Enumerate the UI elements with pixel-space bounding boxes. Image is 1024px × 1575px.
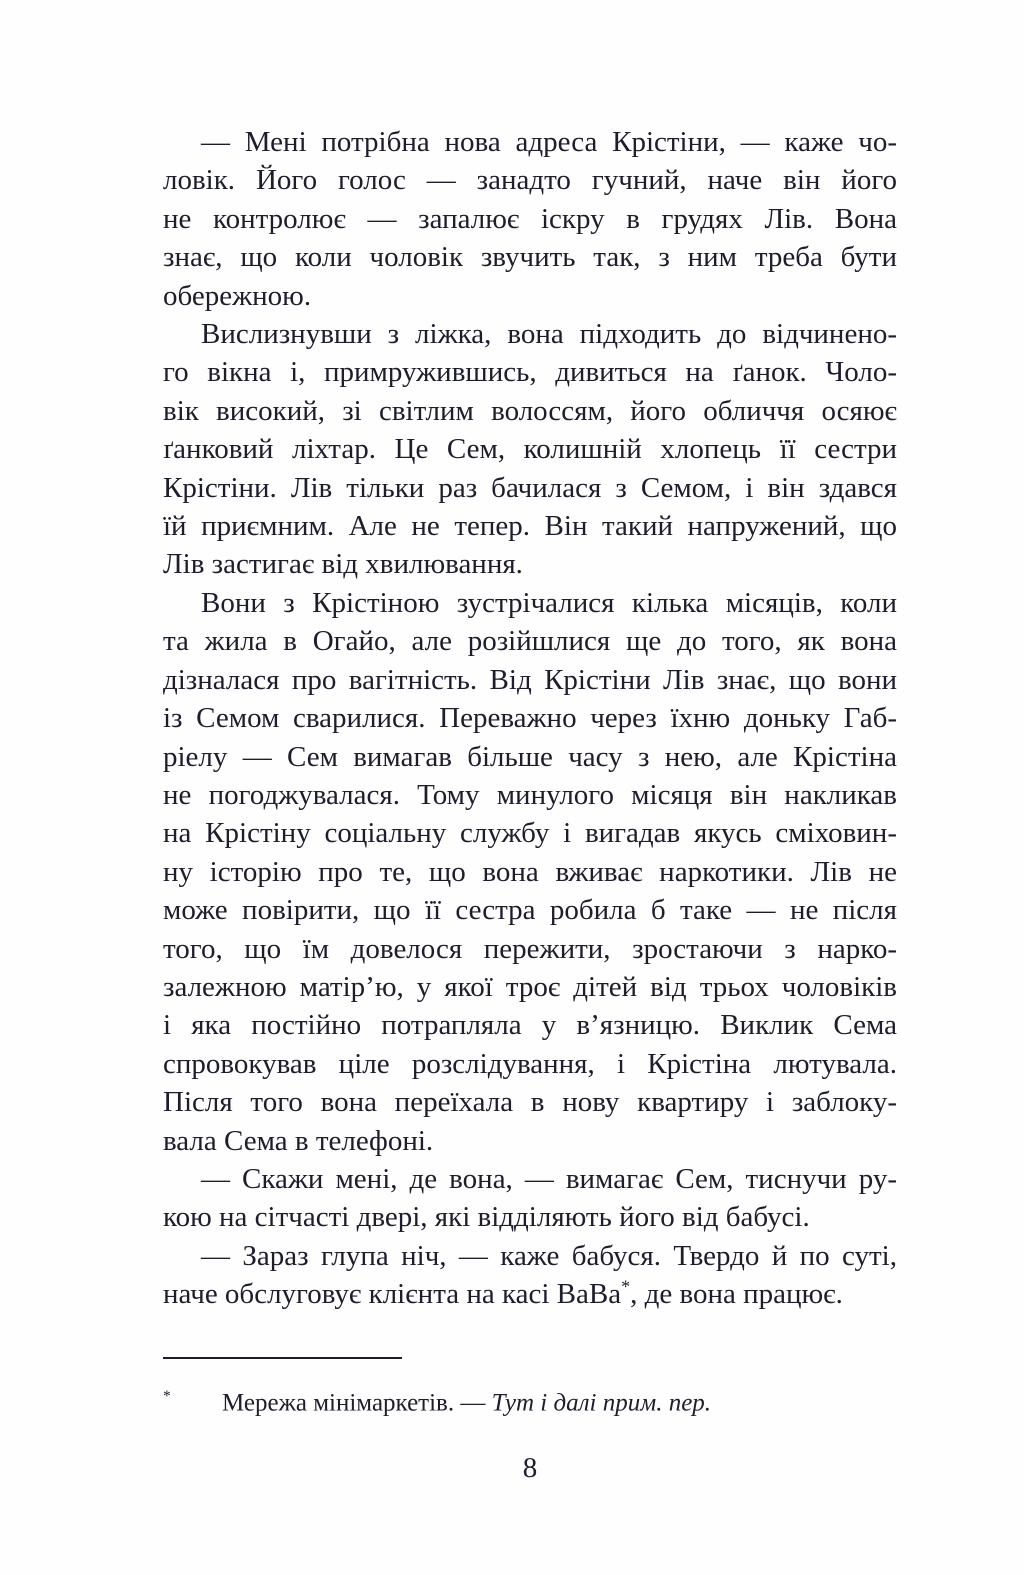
paragraph [163,1160,897,1237]
text-line: кою на сітчасті двері, які відділяють його від бабусі. [163,1201,810,1234]
paragraph [163,1237,897,1314]
text-line: обережною. [163,279,312,312]
text-line: того, що їм довелося пережити, зростаючи з нарко- [163,932,897,965]
text-line: Вони з Крістіною зустрічалися кілька місяців, коли [201,586,897,619]
body-text [163,123,897,1314]
text-line: Лів застигає від хвилювання. [163,548,523,581]
text-line: дізналася про вагітність. Від Крістіни Лів знає, що вони [163,663,897,696]
footnote-marker: * [163,1388,171,1405]
page-number: 8 [522,1452,538,1484]
footnote-reference-asterisk: * [621,1276,631,1297]
footnote-separator-rule [163,1357,402,1359]
text-line: на Крістіну соціальну службу і вигадав якусь сміховин- [163,817,897,850]
text-line: знає, що коли чоловік звучить так, з ним треба бути [163,241,897,274]
text-line: го вікна і, примружившись, дивиться на ґанок. Чоло- [163,356,897,389]
text-line: Вислизнувши з ліжка, вона підходить до відчинено- [201,318,897,351]
footnote [163,1381,897,1419]
text-line: не контролює — запалює іскру в грудях Лів. Вона [163,202,897,235]
text-line: ріелу — Сем вимагав більше часу з нею, але Крістіна [163,740,897,773]
text-line: не погоджувалася. Тому минулого місяця він накликав [163,778,897,811]
paragraph [163,584,897,1160]
text-line: наче обслуговує клієнта на касі ВаВа*, де вона працює. [163,1276,843,1311]
text-line: і яка постійно потрапляла у в’язницю. Виклик Сема [163,1009,897,1042]
footnote-translator-note: Тут і далі прим. пер. [491,1389,712,1417]
text-line: спровокував ціле розслідування, і Крістіна лютувала. [163,1047,897,1080]
text-line: залежною матір’ю, у якої троє дітей від трьох чоловіків [163,970,897,1003]
paragraph [163,123,897,315]
paragraph [163,315,897,584]
text-line: — Мені потрібна нова адреса Крістіни, — каже чо- [201,126,897,158]
footnote-text: Мережа мінімаркетів. — [222,1389,492,1417]
text-line: ґанковий ліхтар. Це Сем, колишній хлопець її сестри [163,433,897,466]
text-line: — Зараз глупа ніч, — каже бабуся. Твердо й по суті, [201,1239,897,1272]
text-line: ловік. Його голос — занадто гучний, наче він його [163,164,897,197]
text-line: із Семом сварилися. Переважно через їхню доньку Габ- [163,702,897,735]
text-line: вала Сема в телефоні. [163,1124,434,1157]
text-line: вік високий, зі світлим волоссям, його обличчя осяює [163,394,897,427]
text-line: Після того вона переїхала в нову квартиру і заблоку- [163,1086,897,1119]
text-line: та жила в Огайо, але розійшлися ще до того, як вона [163,625,897,658]
text-line: може повірити, що її сестра робила б таке — не після [163,894,897,927]
text-line: — Скажи мені, де вона, — вимагає Сем, тиснучи ру- [201,1162,897,1195]
text-line: Крістіни. Лів тільки раз бачилася з Семом, і він здався [163,471,897,504]
text-line: їй приємним. Але не тепер. Він такий напружений, що [163,510,897,543]
text-line: ну історію про те, що вона вживає наркотики. Лів не [163,855,897,888]
